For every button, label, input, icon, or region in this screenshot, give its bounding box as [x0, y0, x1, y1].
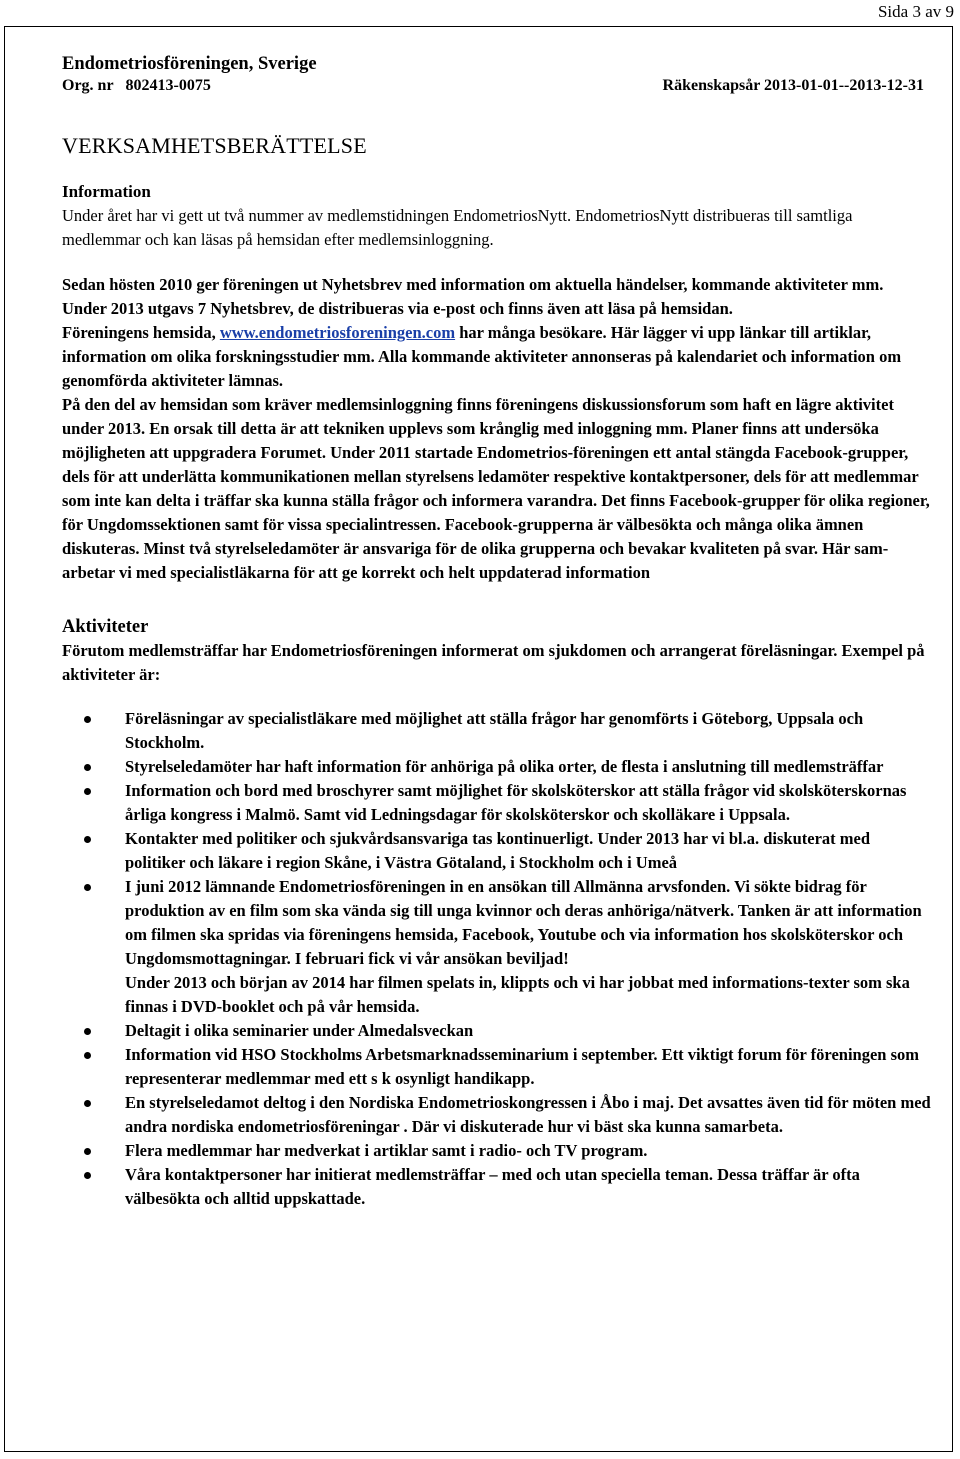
information-paragraph-2: Sedan hösten 2010 ger föreningen ut Nyhetsbrev med information om aktuella händelser, kommande aktiviteter mm. Under 2013 utgavs 7 Nyhetsbrev, de distribueras via e-post och finns även att läsa på hemsidan. — [62, 275, 884, 319]
bullet-icon — [84, 1172, 91, 1179]
information-paragraph-3 — [62, 321, 932, 393]
bullet-icon — [84, 1028, 91, 1035]
activities-intro: Förutom medlemsträffar har Endometriosföreningen informerat om sjukdomen och arrangerat föreläsningar. Exempel på aktiviteter är: — [62, 641, 925, 685]
list-item: En styrelseledamot deltog i den Nordiska Endometrioskongressen i Åbo i maj. Det avsattes även tid för möten med andra nordiska endometriosföreningar . Där vi diskuterade hur vi bäst ska kunna samarbeta. — [62, 1091, 932, 1139]
org-info-line — [62, 74, 924, 98]
list-item: Flera medlemmar har medverkat i artiklar samt i radio- och TV program. — [62, 1139, 932, 1163]
list-item-continuation: Under 2013 och början av 2014 har filmen spelats in, klippts och vi har jobbat med informations-texter som ska finnas i DVD-booklet och på vår hemsida. — [125, 973, 910, 1017]
org-nr-label: Org. nr — [62, 77, 114, 94]
information-paragraph-1: Under året har vi gett ut två nummer av medlemstidningen EndometriosNytt. EndometriosNytt distribueras till samtliga medlemmar och kan läsas på hemsidan efter medlemsinloggning. — [62, 206, 853, 249]
bullet-icon — [84, 1052, 91, 1059]
list-item: Deltagit i olika seminarier under Almedalsveckan — [62, 1019, 932, 1043]
list-item: I juni 2012 lämnande Endometriosföreningen in en ansökan till Allmänna arvsfonden. Vi sökte bidrag för produktion av en film som ska vända sig till unga kvinnor och deras anhöriga/nätverk. Tanken är att information om filmen ska spridas via föreningens hemsida, Facebook, Youtube och via information hos skolsköterskor och Ungdomsmottagningar. I februari fick vi vår ansökan beviljad! Under 2013 och början av 2014 har filmen spelats in, klippts och vi har jobbat med informations-texter som ska finnas i DVD-booklet och på vår hemsida. — [62, 875, 932, 1019]
bullet-icon — [84, 884, 91, 891]
activities-heading: Aktiviteter — [62, 617, 149, 638]
report-title: VERKSAMHETSBERÄTTELSE — [62, 133, 367, 158]
list-item: Styrelseledamöter har haft information för anhöriga på olika orter, de flesta i anslutning till medlemsträffar — [62, 755, 932, 779]
list-item: Föreläsningar av specialistläkare med möjlighet att ställa frågor har genomförts i Göteborg, Uppsala och Stockholm. — [62, 707, 932, 755]
website-desc: har många besökare. Här lägger vi upp länkar till artiklar, information om olika forskningsstudier mm. Alla kommande aktiviteter annonseras på kalendariet och information om genomförda aktiviteter lämnas. — [62, 323, 902, 391]
list-item: Information och bord med broschyrer samt möjlighet för skolsköterskor att ställa frågor vid skolsköterskornas årliga kongress i Malmö. Samt vid Ledningsdagar för skolsköterskor och skolläkare i Uppsala. — [62, 779, 932, 827]
bullet-icon — [84, 836, 91, 843]
org-name: Endometriosföreningen, Sverige — [62, 54, 317, 74]
list-item: Kontakter med politiker och sjukvårdsansvariga tas kontinuerligt. Under 2013 har vi bl.a. diskuterat med politiker och läkare i region Skåne, i Västra Götaland, i Stockholm och i Umeå — [62, 827, 932, 875]
bullet-icon — [84, 716, 91, 723]
page-number: Sida 3 av 9 — [877, 2, 954, 21]
website-intro: Föreningens hemsida, — [62, 323, 220, 343]
fiscal-label: Räkenskapsår — [662, 77, 761, 94]
list-item: Information vid HSO Stockholms Arbetsmarknadsseminarium i september. Ett viktigt forum för föreningen som representerar medlemmar med ett s k osynligt handikapp. — [62, 1043, 932, 1091]
bullet-icon — [84, 1100, 91, 1107]
document-body — [62, 52, 932, 1211]
fiscal-period: 2013-01-01--2013-12-31 — [764, 77, 924, 94]
org-nr: 802413-0075 — [125, 77, 211, 94]
bullet-icon — [84, 1148, 91, 1155]
bullet-icon — [84, 764, 91, 771]
information-paragraph-4: På den del av hemsidan som kräver medlemsinloggning finns föreningens diskussionsforum som haft en lägre aktivitet under 2013. En orsak till detta är att tekniken upplevs som krånglig med inloggning mm. Planer finns att undersöka möjligheten att uppgradera Forumet. Under 2011 startade Endometrios-föreningen ett antal stängda Facebook-grupper, dels för att underlätta kommunikationen mellan styrelsens ledamöter respektive kontaktpersoner, dels för att medlemmar som inte kan delta i träffar ska kunna ställa frågor och informera varandra. Det finns Facebook-grupper för olika regioner, för Ungdomssektionen samt för vissa specialintressen. Facebook-grupperna är välbesökta och många olika ämnen diskuteras. Minst två styrelseledamöter är ansvariga för de olika grupperna och bevakar kvaliteten på svar. Här sam-arbetar vi med specialistläkarna för att ge korrekt och helt uppdaterad information — [62, 395, 930, 583]
activities-list — [62, 707, 932, 1211]
information-heading: Information — [62, 182, 151, 201]
website-link[interactable]: www.endometriosforeningen.com — [219, 323, 456, 343]
bullet-icon — [84, 788, 91, 795]
list-item: Våra kontaktpersoner har initierat medlemsträffar – med och utan speciella teman. Dessa träffar är ofta välbesökta och alltid uppskattade. — [62, 1163, 932, 1211]
